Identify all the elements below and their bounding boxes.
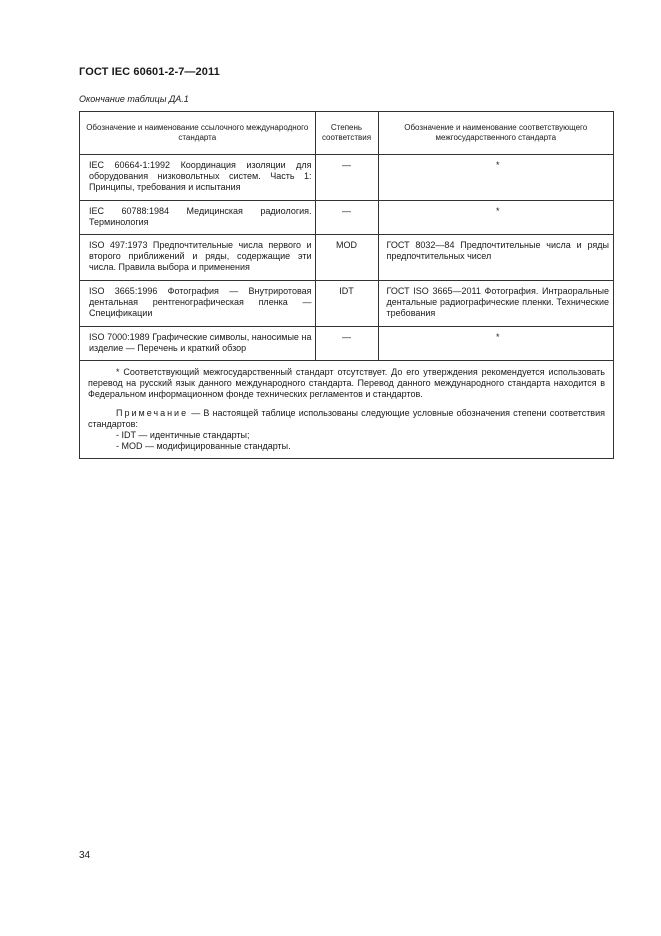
column-header-degree: Степень соответствия	[315, 112, 378, 155]
table-row	[80, 327, 614, 361]
table-row	[80, 235, 614, 281]
note-list-item: - IDT — идентичные стандарты;	[116, 430, 250, 440]
table-footnote	[80, 361, 614, 459]
cell-national: ГОСТ ISO 3665—2011 Фотография. Интраоральные дентальные радиографические пленки. Технические требования	[378, 281, 614, 327]
cell-reference: IEC 60664-1:1992 Координация изоляции для оборудования низковольтных систем. Часть 1: Принципы, требования и испытания	[80, 155, 316, 201]
cell-degree: —	[315, 327, 378, 361]
table-row	[80, 281, 614, 327]
table-row	[80, 155, 614, 201]
note-label: Примечание	[116, 408, 189, 418]
cell-degree: MOD	[315, 235, 378, 281]
asterisk-footnote: * Соответствующий межгосударственный стандарт отсутствует. До его утверждения рекомендуется использовать перевод на русский язык данного международного стандарта. Перевод данного международного стандарта находится в Федеральном информационном фонде технических регламентов и стандартов.	[88, 367, 605, 399]
table-header-row	[80, 112, 614, 155]
cell-national: *	[378, 201, 614, 235]
document-header: ГОСТ IEC 60601-2-7—2011	[79, 66, 220, 78]
column-header-national: Обозначение и наименование соответствующего межгосударственного стандарта	[378, 112, 614, 155]
cell-degree: —	[315, 201, 378, 235]
table-footnote-row	[80, 361, 614, 459]
note-text: — В настоящей таблице использованы следующие условные обозначения степени соответствия стандартов:	[88, 408, 605, 429]
table-note	[88, 408, 605, 430]
cell-degree: —	[315, 155, 378, 201]
cell-reference: ISO 7000:1989 Графические символы, наносимые на изделие — Перечень и краткий обзор	[80, 327, 316, 361]
cell-reference: ISO 497:1973 Предпочтительные числа первого и второго приближений и ряды, содержащие эти числа. Правила выбора и применения	[80, 235, 316, 281]
cell-national: *	[378, 327, 614, 361]
cell-degree: IDT	[315, 281, 378, 327]
cell-reference: ISO 3665:1996 Фотография — Внутриротовая дентальная рентгенографическая пленка — Спецификации	[80, 281, 316, 327]
reference-standards-table	[79, 111, 614, 459]
column-header-reference: Обозначение и наименование ссылочного международного стандарта	[80, 112, 316, 155]
table-row	[80, 201, 614, 235]
table-caption: Окончание таблицы ДА.1	[79, 94, 189, 104]
cell-reference: IEC 60788:1984 Медицинская радиология. Терминология	[80, 201, 316, 235]
note-list-item: - MOD — модифицированные стандарты.	[116, 441, 291, 451]
page-number: 34	[79, 850, 91, 861]
cell-national: ГОСТ 8032—84 Предпочтительные числа и ряды предпочтительных чисел	[378, 235, 614, 281]
cell-national: *	[378, 155, 614, 201]
